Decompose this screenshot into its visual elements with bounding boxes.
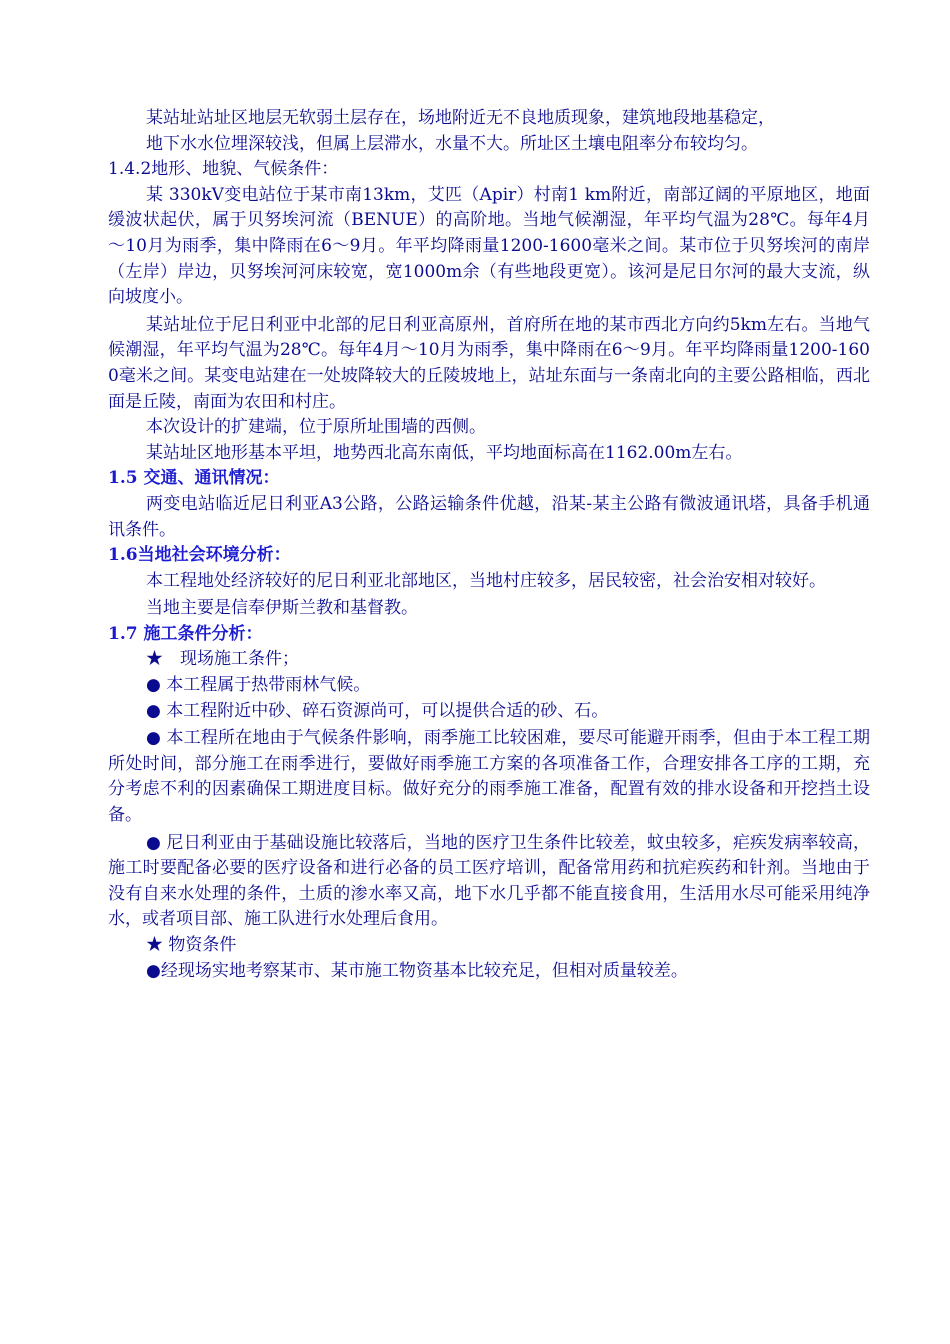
heading-1-4-2: 1.4.2地形、地貌、气候条件： [108,159,339,180]
list-item-supplies: ●经现场实地考察某市、某市施工物资基本比较充足，但相对质量较差。 [146,960,688,981]
paragraph-terrain-substation: 某 330kV变电站位于某市南13km，艾匹（Apir）村南1 km附近，南部辽阔的平原地区，地面缓波状起伏，属于贝努埃河流（BENUE）的高阶地。当地气候潮湿，年平均气温为28℃。每年4月～10月为雨季，集中降雨在6～9月。年平均降雨量1200-1600毫米之间。某市位于贝努埃河的南岸（左岸）岸边，贝努埃河河床较宽，宽1000m余（有些地段更宽）。该河是尼日尔河的最大支流，纵向坡度小。 [108,184,870,308]
paragraph-site-location: 某站址位于尼日利亚中北部的尼日利亚高原州，首府所在地的某市西北方向约5km左右。当地气候潮湿，年平均气温为28℃。每年4月～10月为雨季，集中降雨在6～9月。年平均降雨量1200-1600毫米之间。某变电站建在一处坡降较大的丘陵坡地上，站址东面与一条南北向的主要公路相临，西北面是丘陵，南面为农田和村庄。 [108,314,870,412]
paragraph-elevation: 某站址区地形基本平坦，地势西北高东南低，平均地面标高在1162.00m左右。 [146,442,743,463]
list-item-site-conditions: ★ 现场施工条件； [146,649,299,670]
list-item-medical: ● 尼日利亚由于基础设施比较落后，当地的医疗卫生条件比较差，蚊虫较多，疟疾发病率较高，施工时要配备必要的医疗设备和进行必备的员工医疗培训，配备常用药和抗疟疾药和针剂。当地由于没有自来水处理的条件，土质的渗水率又高，地下水几乎都不能直接食用，生活用水尽可能采用纯净水，或者项目部、施工队进行水处理后食用。 [108,832,870,930]
paragraph-expansion: 本次设计的扩建端，位于原所址围墙的西侧。 [146,417,486,438]
paragraph-groundwater: 地下水水位埋深较浅，但属上层滞水，水量不大。所址区土壤电阻率分布较均匀。 [146,133,758,154]
list-item-rainy-season: ● 本工程所在地由于气候条件影响，雨季施工比较困难，要尽可能避开雨季，但由于本工程工期所处时间，部分施工在雨季进行，要做好雨季施工方案的各项准备工作，合理安排各工序的工期，充分考虑不利的因素确保工期进度目标。做好充分的雨季施工准备，配置有效的排水设备和开挖挡土设备。 [108,728,870,826]
paragraph-social: 本工程地处经济较好的尼日利亚北部地区，当地村庄较多，居民较密，社会治安相对较好。 [146,570,826,591]
list-item-supplies-heading: ★ 物资条件 [146,935,237,955]
list-item-climate: ● 本工程属于热带雨林气候。 [146,675,371,696]
heading-1-6: 1.6当地社会环境分析： [108,545,291,566]
document-body [108,106,870,984]
paragraph-religion: 当地主要是信奉伊斯兰教和基督教。 [146,598,418,619]
paragraph-geology: 某站址站址区地层无软弱土层存在，场地附近无不良地质现象，建筑地段地基稳定， [146,108,775,128]
heading-1-5: 1.5 交通、通讯情况： [108,468,280,489]
paragraph-transport: 两变电站临近尼日利亚A3公路，公路运输条件优越，沿某-某主公路有微波通讯塔，具备手机通讯条件。 [108,493,870,540]
list-item-materials: ● 本工程附近中砂、碎石资源尚可，可以提供合适的砂、石。 [146,700,609,721]
heading-1-7: 1.7 施工条件分析： [108,623,263,644]
